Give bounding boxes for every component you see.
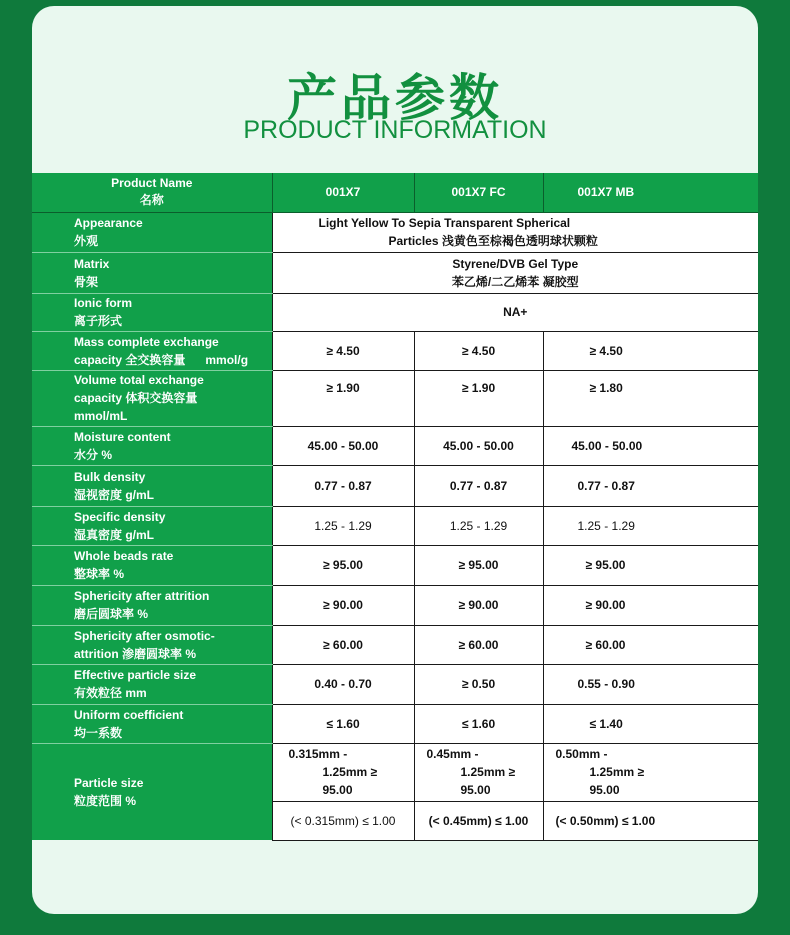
label-appearance-cn: 外观 <box>74 234 99 248</box>
value-whole-beads-2: ≥ 95.00 <box>414 545 543 585</box>
spec-table-wrapper <box>32 173 758 841</box>
label-whole-beads-en: Whole beads rate <box>74 549 174 563</box>
row-bulk-density <box>32 465 758 506</box>
row-mass-capacity <box>32 331 758 370</box>
value-matrix <box>272 252 758 293</box>
value-volume-capacity-2: ≥ 1.90 <box>414 370 543 426</box>
value-appearance-line2: Particles 浅黄色至棕褐色透明球状颗粒 <box>388 234 598 248</box>
label-volume-capacity-line2: capacity 体积交换容量 <box>74 391 198 405</box>
row-moisture <box>32 426 758 465</box>
row-sphericity-attrition <box>32 585 758 625</box>
label-specific-density <box>32 506 272 545</box>
value-particle-range-3-l2: 1.25mm ≥ <box>589 765 645 779</box>
label-moisture <box>32 426 272 465</box>
value-particle-range-1 <box>272 743 414 801</box>
header-label-cn: 名称 <box>139 193 164 208</box>
value-particle-range-2-l2: 1.25mm ≥ <box>460 765 516 779</box>
label-appearance <box>32 212 272 252</box>
label-specific-density-cn: 湿真密度 g/mL <box>74 527 154 542</box>
label-matrix-en: Matrix <box>74 256 110 271</box>
value-uniform-coefficient-1: ≤ 1.60 <box>272 704 414 743</box>
label-specific-density-en: Specific density <box>74 509 166 524</box>
label-ionic-form-cn: 离子形式 <box>74 314 123 328</box>
value-appearance-line1: Light Yellow To Sepia Transparent Spherical <box>318 216 571 230</box>
label-ionic-form <box>32 293 272 331</box>
label-bulk-density <box>32 465 272 506</box>
header-col-1: 001X7 <box>272 173 414 212</box>
header-col-3: 001X7 MB <box>543 173 758 212</box>
value-particle-range-2 <box>414 743 543 801</box>
label-volume-capacity-line1: Volume total exchange <box>74 373 204 387</box>
label-uniform-coefficient-cn: 均一系数 <box>74 725 123 740</box>
row-specific-density <box>32 506 758 545</box>
value-bulk-density-1: 0.77 - 0.87 <box>272 465 414 506</box>
value-matrix-line1: Styrene/DVB Gel Type <box>452 256 579 271</box>
label-volume-capacity <box>32 370 272 426</box>
header-label-en: Product Name <box>111 176 193 191</box>
label-appearance-en: Appearance <box>74 216 143 230</box>
label-effective-size-en: Effective particle size <box>74 668 197 682</box>
value-moisture-1: 45.00 - 50.00 <box>272 426 414 465</box>
header-row <box>32 173 758 212</box>
label-particle-size-cn: 粒度范围 % <box>74 793 137 808</box>
row-particle-size-range <box>32 743 758 801</box>
value-bulk-density-3: 0.77 - 0.87 <box>543 465 758 506</box>
label-sphericity-attrition-en: Sphericity after attrition <box>74 589 210 603</box>
value-particle-range-2-l1: 0.45mm - <box>426 747 479 761</box>
value-particle-range-1-l3: 95.00 <box>322 783 353 797</box>
label-effective-size-cn: 有效粒径 mm <box>74 686 147 700</box>
value-whole-beads-3: ≥ 95.00 <box>543 545 758 585</box>
label-ionic-form-en: Ionic form <box>74 296 133 310</box>
value-particle-range-2-l3: 95.00 <box>460 783 491 797</box>
value-sphericity-attrition-2: ≥ 90.00 <box>414 585 543 625</box>
row-whole-beads <box>32 545 758 585</box>
spec-table <box>32 173 758 841</box>
value-effective-size-1: 0.40 - 0.70 <box>272 664 414 704</box>
label-sphericity-osmotic <box>32 625 272 664</box>
value-specific-density-2: 1.25 - 1.29 <box>414 506 543 545</box>
label-particle-size-en: Particle size <box>74 775 144 790</box>
label-matrix-cn: 骨架 <box>74 274 99 289</box>
product-card <box>32 6 758 914</box>
value-volume-capacity-1: ≥ 1.90 <box>272 370 414 426</box>
label-matrix <box>32 252 272 293</box>
value-specific-density-3: 1.25 - 1.29 <box>543 506 758 545</box>
value-particle-range-1-l2: 1.25mm ≥ <box>322 765 378 779</box>
value-particle-range-1-l1: 0.315mm - <box>288 747 348 761</box>
label-whole-beads <box>32 545 272 585</box>
label-mass-capacity-line2: capacity 全交换容量 mmol/g <box>74 352 249 367</box>
row-volume-capacity <box>32 370 758 426</box>
label-effective-size <box>32 664 272 704</box>
value-particle-range-3-l1: 0.50mm - <box>555 747 608 761</box>
label-uniform-coefficient-en: Uniform coefficient <box>74 707 184 722</box>
value-ionic-form: NA+ <box>272 293 758 331</box>
page-title-en: PRODUCT INFORMATION <box>243 116 547 144</box>
value-bulk-density-2: 0.77 - 0.87 <box>414 465 543 506</box>
label-bulk-density-cn: 湿视密度 g/mL <box>74 487 154 502</box>
value-matrix-line2: 苯乙烯/二乙烯苯 凝胶型 <box>451 274 579 289</box>
label-sphericity-osmotic-line1: Sphericity after osmotic- <box>74 628 215 643</box>
value-moisture-3: 45.00 - 50.00 <box>543 426 758 465</box>
label-moisture-en: Moisture content <box>74 429 171 444</box>
label-whole-beads-cn: 整球率 % <box>74 567 125 581</box>
value-sphericity-osmotic-1: ≥ 60.00 <box>272 625 414 664</box>
row-effective-size <box>32 664 758 704</box>
label-mass-capacity-line1: Mass complete exchange <box>74 334 219 349</box>
value-mass-capacity-3: ≥ 4.50 <box>543 331 758 370</box>
value-whole-beads-1: ≥ 95.00 <box>272 545 414 585</box>
page-title-cn: 产品参数 <box>287 69 503 127</box>
label-moisture-cn: 水分 % <box>74 447 113 462</box>
value-sphericity-osmotic-2: ≥ 60.00 <box>414 625 543 664</box>
value-uniform-coefficient-2: ≤ 1.60 <box>414 704 543 743</box>
row-ionic-form <box>32 293 758 331</box>
row-appearance <box>32 212 758 252</box>
label-uniform-coefficient <box>32 704 272 743</box>
label-sphericity-osmotic-line2: attrition 渗磨圆球率 % <box>74 646 196 661</box>
label-mass-capacity <box>32 331 272 370</box>
label-volume-capacity-line3: mmol/mL <box>74 409 128 423</box>
header-label-cell <box>32 173 272 212</box>
value-sphericity-osmotic-3: ≥ 60.00 <box>543 625 758 664</box>
value-particle-fine-1: (< 0.315mm) ≤ 1.00 <box>272 801 414 840</box>
label-sphericity-attrition <box>32 585 272 625</box>
value-particle-range-3 <box>543 743 758 801</box>
value-particle-fine-2: (< 0.45mm) ≤ 1.00 <box>414 801 543 840</box>
value-mass-capacity-1: ≥ 4.50 <box>272 331 414 370</box>
label-particle-size <box>32 743 272 840</box>
label-bulk-density-en: Bulk density <box>74 469 146 484</box>
value-effective-size-3: 0.55 - 0.90 <box>543 664 758 704</box>
value-uniform-coefficient-3: ≤ 1.40 <box>543 704 758 743</box>
label-sphericity-attrition-cn: 磨后圆球率 % <box>74 607 149 621</box>
value-mass-capacity-2: ≥ 4.50 <box>414 331 543 370</box>
value-particle-fine-3: (< 0.50mm) ≤ 1.00 <box>543 801 758 840</box>
value-specific-density-1: 1.25 - 1.29 <box>272 506 414 545</box>
header-col-2: 001X7 FC <box>414 173 543 212</box>
row-matrix <box>32 252 758 293</box>
value-sphericity-attrition-1: ≥ 90.00 <box>272 585 414 625</box>
value-sphericity-attrition-3: ≥ 90.00 <box>543 585 758 625</box>
value-moisture-2: 45.00 - 50.00 <box>414 426 543 465</box>
value-volume-capacity-3: ≥ 1.80 <box>543 370 758 426</box>
value-particle-range-3-l3: 95.00 <box>589 783 620 797</box>
row-sphericity-osmotic <box>32 625 758 664</box>
row-uniform-coefficient <box>32 704 758 743</box>
value-effective-size-2: ≥ 0.50 <box>414 664 543 704</box>
value-appearance <box>272 212 758 252</box>
